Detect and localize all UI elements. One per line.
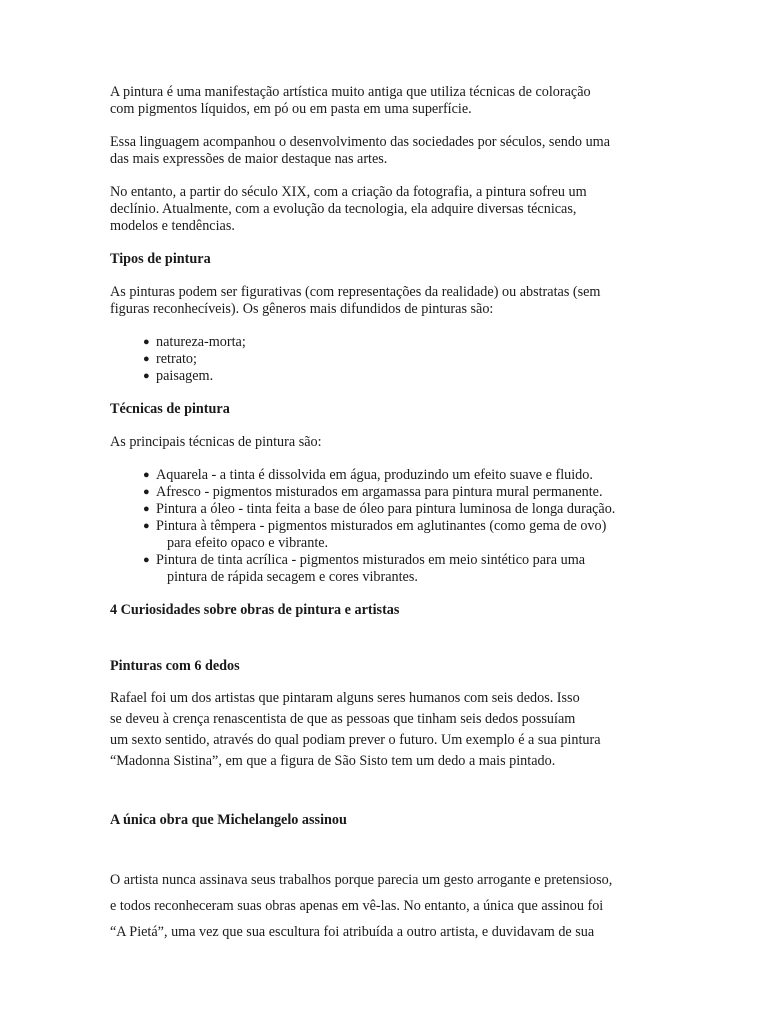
heading-michelangelo: A única obra que Michelangelo assinou [110,812,347,828]
text-line: se deveu à crença renascentista de que as pessoas que tinham seis dedos possuíam [110,711,576,727]
heading-tecnicas: Técnicas de pintura [110,401,230,417]
bullet-icon: ● [143,520,150,532]
text-line: No entanto, a partir do século XIX, com a criação da fotografia, a pintura sofreu um [110,184,587,200]
text-line: das mais expressões de maior destaque nas artes. [110,151,388,167]
list-item: ● paisagem. [143,368,214,384]
text-line: Essa linguagem acompanhou o desenvolvimento das sociedades por séculos, sendo uma [110,134,610,150]
paragraph-tipos-intro [110,284,670,318]
list-item: ● Afresco - pigmentos misturados em argamassa para pintura mural permanente. [143,484,603,500]
document-page [110,84,670,945]
bullet-icon: ● [143,486,150,498]
bullet-icon: ● [143,336,150,348]
text-line: O artista nunca assinava seus trabalhos porque parecia um gesto arrogante e pretensioso, [110,872,613,888]
paragraph-tecnicas-intro: As principais técnicas de pintura são: [110,434,322,450]
bullet-icon: ● [143,353,150,365]
paragraph-fotografia [110,184,670,235]
bullet-icon: ● [143,370,150,382]
list-item: ● Pintura de tinta acrílica - pigmentos misturados em meio sintético para uma pintura de rápida secagem e cores vibrantes. [143,552,586,585]
list-item: ● retrato; [143,351,197,367]
heading-dedos: Pinturas com 6 dedos [110,658,240,674]
paragraph-michelangelo [110,867,670,945]
bullet-icon: ● [143,554,150,566]
heading-tipos: Tipos de pintura [110,251,211,267]
list-item: ● natureza-morta; [143,334,246,350]
bullet-icon: ● [143,469,150,481]
paragraph-intro [110,84,670,118]
heading-curiosidades: 4 Curiosidades sobre obras de pintura e artistas [110,602,400,618]
text-line: A pintura é uma manifestação artística muito antiga que utiliza técnicas de coloração [110,84,591,100]
list-item: ● Aquarela - a tinta é dissolvida em água, produzindo um efeito suave e fluido. [143,467,593,483]
text-line: Rafael foi um dos artistas que pintaram alguns seres humanos com seis dedos. Isso [110,690,580,706]
text-line: declínio. Atualmente, com a evolução da tecnologia, ela adquire diversas técnicas, [110,201,577,217]
paragraph-dedos [110,688,670,772]
text-line: um sexto sentido, através do qual podiam prever o futuro. Um exemplo é a sua pintura [110,732,601,748]
text-line: modelos e tendências. [110,218,235,234]
list-tecnicas [110,467,670,586]
text-line: As pinturas podem ser figurativas (com representações da realidade) ou abstratas (sem [110,284,601,300]
paragraph-sociedades [110,134,670,168]
text-line: com pigmentos líquidos, em pó ou em pasta em uma superfície. [110,101,472,117]
text-line: e todos reconheceram suas obras apenas em vê-las. No entanto, a única que assinou foi [110,898,604,914]
list-item: ● Pintura a óleo - tinta feita a base de óleo para pintura luminosa de longa duração. [143,501,616,517]
text-line: figuras reconhecíveis). Os gêneros mais difundidos de pinturas são: [110,301,494,317]
bullet-icon: ● [143,503,150,515]
text-line: “Madonna Sistina”, em que a figura de São Sisto tem um dedo a mais pintado. [110,753,556,769]
list-item: ● Pintura à têmpera - pigmentos misturados em aglutinantes (como gema de ovo) para efeito opaco e vibrante. [143,518,607,551]
text-line: “A Pietá”, uma vez que sua escultura foi atribuída a outro artista, e duvidavam de sua [110,924,595,940]
list-tipos [110,334,670,385]
